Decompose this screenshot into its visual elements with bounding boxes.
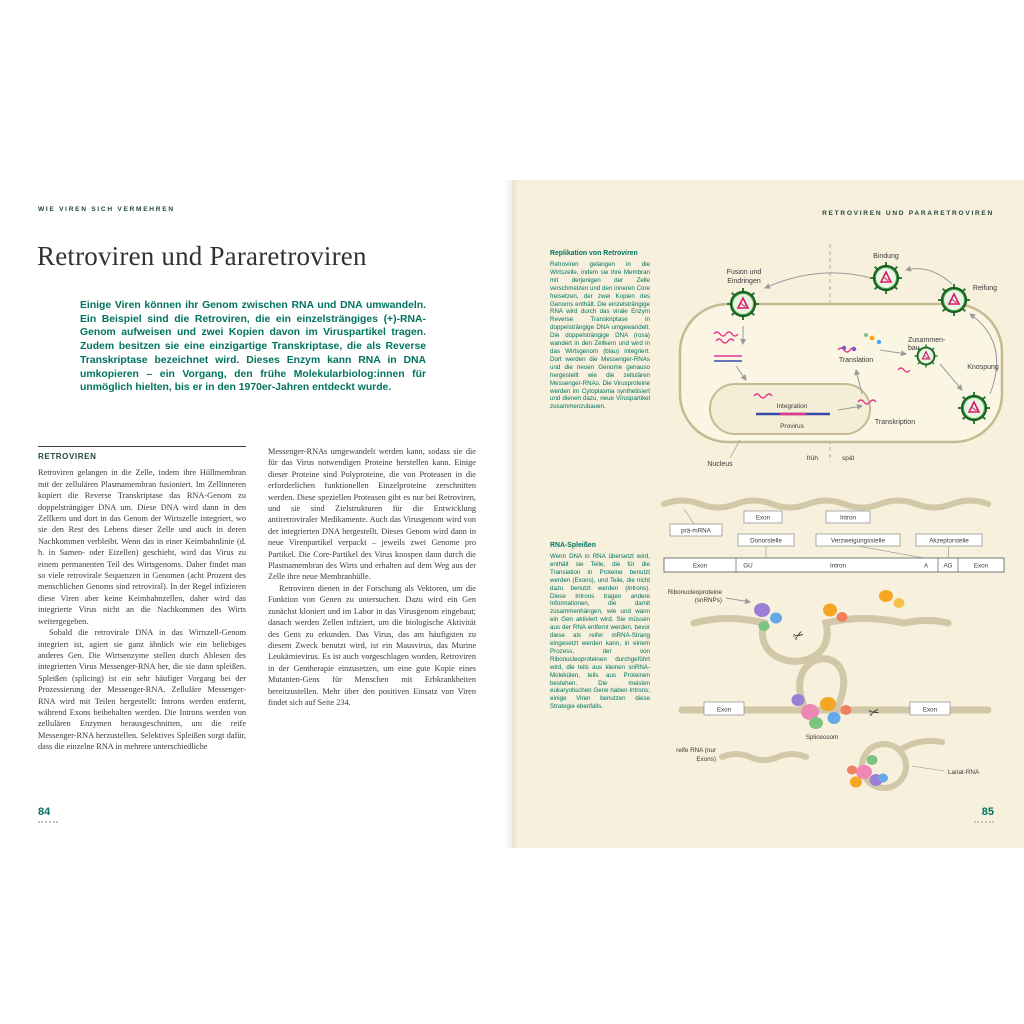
label-donorstelle: Donorstelle: [750, 537, 782, 545]
label-snrnps: (snRNPs): [694, 597, 722, 604]
label-integration: Integration: [776, 403, 808, 410]
label-exon: Exon: [716, 706, 732, 714]
body-paragraph: Messenger-RNAs umgewandelt werden kann, sodass sie die für das Virus notwendigen Proteine herstellen kann. Einige dieser Proteine sind Polyproteine, die von Proteasen in die erforderlichen funktionellen Einzelproteine zerschnitten werden. Diese speziellen Proteasen gibt es nur bei Retroviren, und sie sind Zielstrukturen für die Entwicklung antiretroviraler Medikamente. Auch das Virusgenom wird von der integrierten DNA hergestellt. Dieses Genom wird dann in neue Virenpartikel verpackt – jeweils zwei Genome pro Partikel. Die Core-Partikel des Virus knospen dann durch die Plasmamembran des Wirts und erhalten auf dem Weg aus der Zelle ihre neue Membranhülle.: [268, 447, 476, 582]
body-column-1: [38, 446, 246, 753]
page-right: [512, 180, 1024, 848]
running-head-right: RETROVIREN UND PARARETROVIREN: [822, 210, 994, 217]
intro-paragraph: Einige Viren können ihr Genom zwischen RNA und DNA umwandeln. Ein Beispiel sind die Retroviren, die ein einzelsträngiges (+)-RNA-Genom aufweisen und zwei Kopien davon im Viruspartikel tragen. Zudem besitzen sie eine einzigartige Transkriptase, die als Reverse Transkriptase bezeichnet wird. Dieses Enzym kann RNA in DNA umkopieren – ein Vorgang, den frühe Molekularbiolog:innen für unmöglich hielten, bis er in den 1970er-Jahren entdeckt wurde.: [80, 300, 426, 394]
pre-mrna-ribbon: [664, 501, 988, 508]
page-number-value: 84: [38, 806, 51, 818]
splice-site-boxes: [738, 534, 982, 558]
sidebar-splicing-body: Wenn DNA in RNA übersetzt wird, enthält sie Teile, die für die Translation in Proteine benutzt werden (Exons), und Teile, die nicht dazu benutzt werden (Introns). Diese Introns tragen andere Informationen, die damit zusammenhängen, wie und wann ein Gen aktiviert wird. Sie müssen aus der RNA entfernt werden, bevor diese als reifer mRNA-Strang eingesetzt werden kann, in einem Prozess, der von Ribonucleoproteinen durchgeführt wird, die teils aus kleinen snRNA-Molekülen, teils aus Proteinen bestehen. Die meisten eukaryotischen Gene haben Introns; einige Viren benutzen diese Strategie ebenfalls.: [550, 553, 650, 711]
body-paragraph: Retroviren dienen in der Forschung als Vektoren, um die Funktion von Genen zu untersuchen. Dazu wird ein Gen zunächst kloniert und im Labor in das Virusgenom eingebaut; danach werden Zellen infiziert, um die biologische Aktivität des Gens zu erkunden. Das Virus, das am häufigsten zu diesem Zweck benutzt wird, ist ein Mausvirus, das Murine Leukämievirus. Es ist auch vorgeschlagen worden, Retroviren in der Gentherapie einzusetzen, um eine gute Kopie eines Mutanten-Gens für Menschen mit Erbkrankheiten bereitzustellen. Mehr über den positiven Einsatz von Viren findet sich auf Seite 234.: [268, 583, 476, 707]
body-columns: [38, 446, 476, 753]
label-verzweigungsstelle: Verzweigungsstelle: [831, 537, 885, 545]
label-spaet: spät: [842, 455, 855, 462]
label-zusammenbau: bau: [908, 345, 920, 352]
label-ribonucleoproteine: Ribonucleoproteine: [667, 589, 722, 596]
section-header: RETROVIREN: [38, 446, 246, 462]
virus-budding-icon: [958, 392, 990, 424]
replication-diagram: [658, 238, 1014, 476]
page-number-right: [974, 806, 994, 823]
label-spliceosom: Spliceosom: [805, 734, 839, 741]
intron-loop: [800, 659, 844, 706]
label-intron: Intron: [839, 514, 857, 522]
page-number-value: 85: [981, 806, 994, 818]
running-head-left: WIE VIREN SICH VERMEHREN: [38, 206, 175, 213]
page-title: Retroviren und Pararetroviren: [37, 241, 367, 271]
sidebar-replication-body: Retroviren gelangen in die Wirtszelle, indem sie ihre Membran mit derjenigen der Zelle verschmelzen und den inneren Core freisetzen, der zwei Kopien des Genoms enthält. Die einzelsträngige RNA wird durch das virale Enzym Reverse Transkriptase in doppelsträngige DNA umgewandelt. Die doppelsträngige DNA (rosa) wandert in den Zellkern und wird in das Wirtsgenom (blau) integriert. Dort werden die Messenger-RNAs und die neuen Genome genauso hergestellt wie die zellulären Messenger-RNAs. Die Virusproteine werden im Cytoplasma synthetisiert und dienen dazu, neue Viruspartikel zusammenzubauen.: [550, 261, 650, 411]
scissors-icon: ✂: [790, 626, 807, 645]
bar-exon-left: Exon: [692, 562, 708, 570]
bar-ag-site: AG: [943, 562, 953, 570]
footer-mark: [38, 821, 58, 823]
virus-binding-icon: [870, 262, 902, 294]
virus-fusion-icon: [727, 288, 759, 320]
pre-mrna-pointer: [684, 509, 694, 524]
label-nucleus: Nucleus: [707, 461, 733, 468]
scissors-icon: ✂: [866, 703, 882, 721]
label-provirus: Provirus: [780, 423, 804, 430]
bar-exon-right: Exon: [973, 562, 989, 570]
sidebar-splicing: [550, 542, 650, 711]
label-fusion: Fusion und: [726, 269, 762, 276]
label-akzeptorstelle: Akzeptorstelle: [929, 537, 969, 545]
bar-intron: Intron: [829, 562, 847, 570]
label-fusion: Eindringen: [727, 278, 761, 285]
top-label-boxes: [670, 511, 870, 536]
body-column-2: [268, 446, 476, 753]
virus-maturing-icon: [938, 284, 970, 316]
label-knospung: Knospung: [967, 364, 999, 371]
label-translation: Translation: [838, 357, 874, 364]
label-reife-rna: Exons): [696, 756, 716, 763]
bar-branch-a: A: [923, 562, 929, 570]
body-paragraph: Sobald die retrovirale DNA in das Wirtszell-Genom integriert ist, agiert sie ganz ähnlich wie ein beliebiges anderes Gen. Die Wirtsenzyme stellen durch Ablesen des integrierten Virus Messenger-RNA her, die sie dann spleißen. Spleißen (splicing) ist ein sehr häufiger Vorgang bei der Prozessierung der Messenger-RNA. Zelluläre Messenger-RNA wird mit Teilen hergestellt: Introns werden entfernt, während Exons beibehalten werden. Die Introns werden von zellulären Enzymen herausgeschnitten, um die reife Messenger-RNA herzustellen. Selektives Spleißen sorgt dafür, dass die einzelne RNA in mehrere unterschiedliche: [38, 628, 246, 752]
gene-structure-bar: [664, 558, 1004, 572]
label-reifung: Reifung: [972, 285, 998, 292]
sidebar-replication-title: Replikation von Retroviren: [550, 250, 638, 257]
label-reife-rna: reife RNA (nur: [676, 747, 716, 754]
sidebar-replication: [550, 250, 650, 411]
label-exon: Exon: [755, 514, 771, 522]
label-lariat-rna: Lariat-RNA: [948, 769, 980, 776]
label-pre-mrna: prä-mRNA: [681, 527, 711, 535]
label-transkription: Transkription: [874, 419, 916, 426]
snrnp-arrow: [726, 598, 750, 602]
splicing-diagram: [658, 490, 1014, 808]
body-paragraph: Retroviren gelangen in die Zelle, indem ihre Hüllmembran mit der zellulären Plasmamembran fusioniert. Im Zellinneren kopiert die Reverse Transkriptase das RNA-Genom zu doppelsträngiger DNA um. Diese DNA wird dann in den Zellkern und dort in das Genom der Wirtszelle integriert, wo sie den Rest des Lebens dieser Zelle und auch in deren Nachkommen verbleibt. Wenn das in einer Keimbahnlinie (d. h. in Samen- oder Eizellen) geschieht, wird das Virus zu einem permanenten Teil des Wirtsgenoms. Daher findet man so viele retrovirale Sequenzen in Genomen (acht Prozent des menschlichen Genoms sind retroviral). In der Regel infizieren diese Viren aber keine Keimbahnzellen, daher wird das integrierte Virus nicht an die Nachkommen des Wirts weitergegeben.: [38, 468, 246, 626]
label-exon: Exon: [922, 706, 938, 714]
page-number-left: [38, 806, 58, 823]
label-bindung: Bindung: [873, 253, 899, 260]
rna-loop-forming: [694, 619, 948, 662]
label-zusammenbau: Zusammen-: [908, 337, 946, 344]
lariat-pointer: [912, 766, 944, 771]
sidebar-splicing-title: RNA-Spleißen: [550, 542, 596, 549]
footer-mark: [974, 821, 994, 823]
page-gutter: [504, 180, 518, 848]
mature-rna-ribbon: [722, 754, 806, 760]
label-frueh: früh: [806, 455, 818, 462]
bar-gu-site: GU: [743, 562, 753, 570]
lariat-structure: [847, 741, 942, 788]
